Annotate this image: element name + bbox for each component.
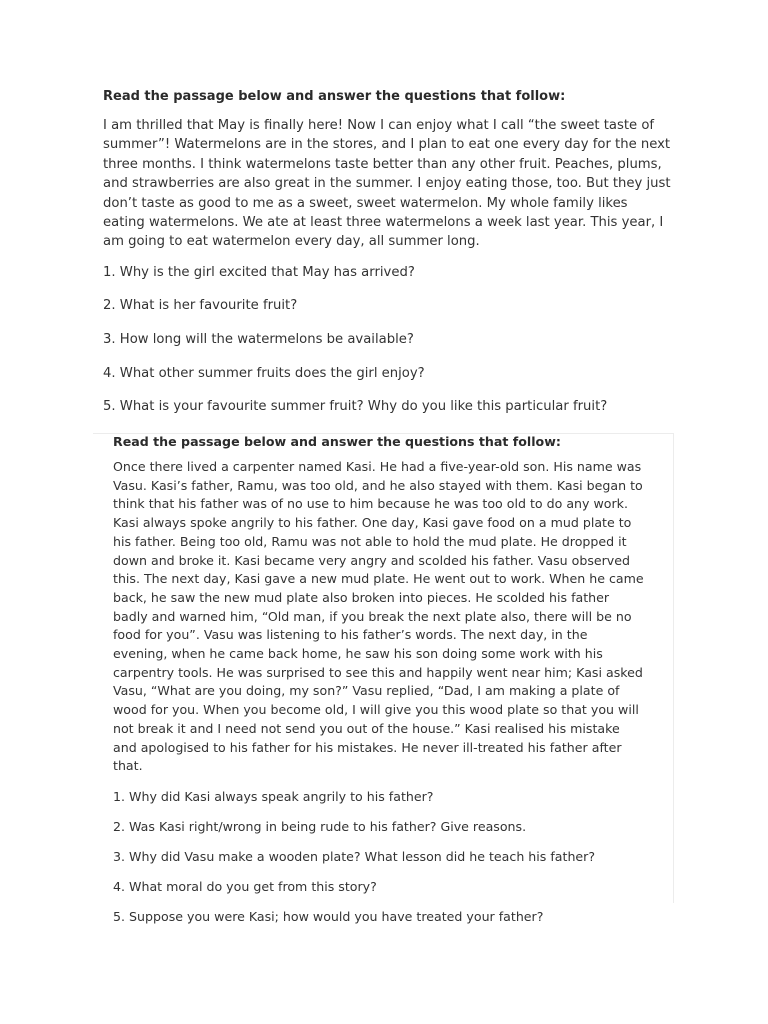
reading-passage: I am thrilled that May is finally here! Now I can enjoy what I call “the sweet taste of summer”! Watermelons are in the stores, and I plan to eat one every day for the next three months. I think watermelons taste better than any other fruit. Peaches, plums, and strawberries are also great in the summer. I enjoy eating those, too. But they just don’t taste as good to me as a sweet, sweet watermelon. My whole family likes eating watermelons. We ate at least three watermelons a week last year. This year, I am going to eat watermelon every day, all summer long. <box>103 118 671 250</box>
question-item: 1. Why is the girl excited that May has arrived? <box>103 264 415 280</box>
question-item: 2. Was Kasi right/wrong in being rude to his father? Give reasons. <box>113 818 527 834</box>
question-item: 5. Suppose you were Kasi; how would you have treated your father? <box>113 908 544 924</box>
question-item: 1. Why did Kasi always speak angrily to his father? <box>113 788 434 804</box>
comprehension-section-watermelon <box>103 88 673 432</box>
question-list <box>103 264 673 416</box>
section-heading: Read the passage below and answer the questions that follow: <box>113 434 561 449</box>
question-item: 4. What moral do you get from this story? <box>113 878 377 894</box>
question-item: 4. What other summer fruits does the girl enjoy? <box>103 365 425 381</box>
question-item: 5. What is your favourite summer fruit? Why do you like this particular fruit? <box>103 399 608 415</box>
question-list <box>113 788 673 925</box>
comprehension-section-carpenter <box>93 433 674 924</box>
reading-passage: Once there lived a carpenter named Kasi. He had a five-year-old son. His name was Vasu. Kasi’s father, Ramu, was too old, and he also stayed with them. Kasi began to think that his father was of no use to him because he was too old to do any work. Kasi always spoke angrily to his father. One day, Kasi gave food on a mud plate to his father. Being too old, Ramu was not able to hold the mud plate. He dropped it down and broke it. Kasi became very angry and scolded his father. Vasu observed this. The next day, Kasi gave a new mud plate. He went out to work. When he came back, he saw the new mud plate also broken into pieces. He scolded his father badly and warned him, “Old man, if you break the next plate also, there will be no food for you”. Vasu was listening to his father’s words. The next day, in the evening, when he came back home, he saw his son doing some work with his carpentry tools. He was surprised to see this and happily went near him; Kasi asked Vasu, “What are you doing, my son?” Vasu replied, “Dad, I am making a plate of wood for you. When you become old, I will give you this wood plate so that you will not break it and I need not send you out of the house.” Kasi realised his mistake and apologised to his father for his mistakes. He never ill-treated his father after that. <box>113 459 644 774</box>
question-item: 3. How long will the watermelons be available? <box>103 332 414 348</box>
question-item: 3. Why did Vasu make a wooden plate? What lesson did he teach his father? <box>113 848 596 864</box>
question-item: 2. What is her favourite fruit? <box>103 298 298 314</box>
section-heading: Read the passage below and answer the questions that follow: <box>103 89 566 104</box>
